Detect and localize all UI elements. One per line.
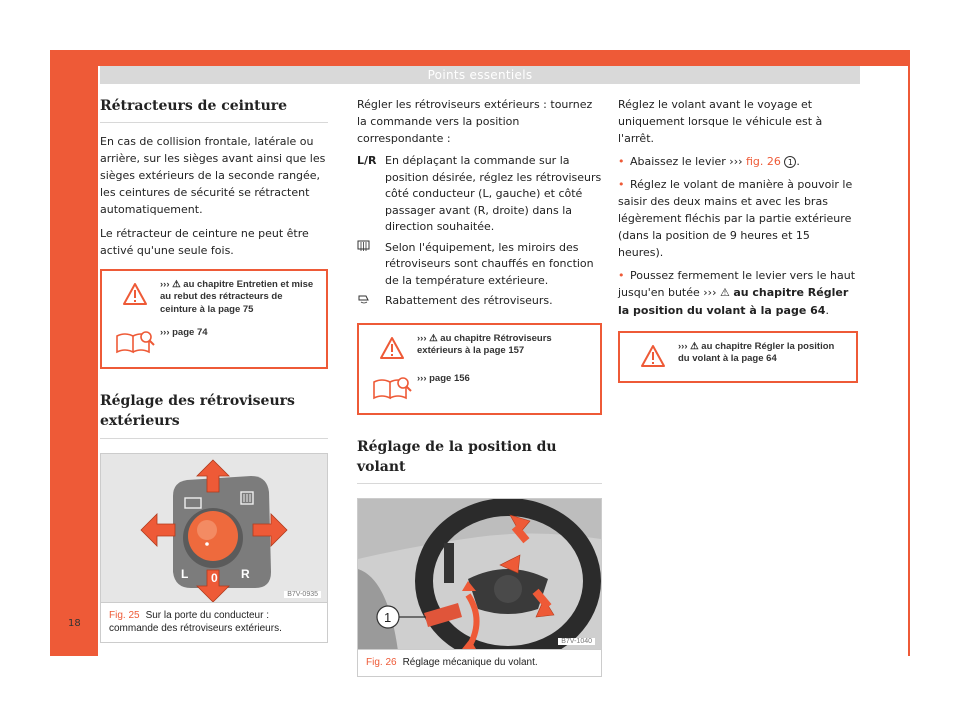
definition-text: Selon l'équipement, les miroirs des rétroviseurs sont chauffés en fonction de la température extérieure.	[385, 240, 594, 287]
figure-number[interactable]: Fig. 25	[109, 609, 140, 621]
caption-text: Réglage mécanique du volant.	[402, 657, 538, 669]
section-title-steering: Réglage de la position du volant	[357, 437, 602, 485]
definition-key: L/R	[357, 154, 377, 168]
book-magnifier-icon	[367, 373, 417, 403]
bullet-dot: •	[618, 269, 625, 283]
definition-text: En déplaçant la commande sur la position désirée, réglez les rétroviseurs côté conducteur (L, gauche) et côté passager avant (R, droite) dans la direction souhaitée.	[385, 154, 602, 234]
column-2	[357, 96, 602, 677]
section-title-mirrors: Réglage des rétroviseurs extérieurs	[100, 391, 328, 439]
figure-mirror-control	[100, 453, 328, 603]
knob-label-right: R	[241, 566, 250, 581]
callout-number: 1	[384, 610, 392, 626]
figure-code: B7V-0935	[284, 591, 321, 598]
knob-label-left: L	[181, 566, 189, 581]
column-3	[618, 96, 858, 405]
definition-row	[357, 240, 602, 290]
note-row-warning	[110, 279, 318, 317]
note-row-book	[110, 327, 318, 357]
header-bar	[100, 66, 860, 84]
figure-number[interactable]: Fig. 26	[366, 657, 397, 669]
definition-row	[357, 293, 602, 311]
figure-caption	[357, 650, 602, 677]
knob-label-center: 0	[211, 570, 218, 585]
figure-steering-wheel	[357, 498, 602, 650]
note-box	[618, 331, 858, 383]
definition-row	[357, 153, 602, 236]
warning-reference[interactable]: ››› ⚠ au chapitre Régler la position du volant à la page 64	[678, 340, 835, 365]
figure-caption	[100, 603, 328, 643]
paragraph: En cas de collision frontale, latérale ou arrière, sur les sièges avant ainsi que les sièges extérieurs de la seconde rangée, les ceintures de sécurité se rétractent automatiquement.	[100, 135, 326, 217]
note-row-warning	[628, 341, 848, 371]
warning-icon	[628, 341, 678, 371]
note-row-book	[367, 373, 592, 403]
figure-link[interactable]: fig. 26	[746, 155, 781, 169]
warning-icon	[110, 279, 160, 309]
bullet-dot: •	[618, 178, 625, 192]
figure-code: B7V-1040	[558, 638, 595, 645]
header-title: Points essentiels	[427, 68, 533, 82]
bullet-text: Réglez le volant de manière à pouvoir le saisir des deux mains et avec les bras légèrement fléchis par la partie extérieure (dans la position de 9 heures et 15 heures).	[618, 178, 853, 260]
steering-wheel-illustration	[358, 499, 601, 650]
page-number: 18	[68, 618, 81, 629]
note-row-warning	[367, 333, 592, 363]
callout-badge: 1	[784, 156, 796, 168]
warning-reference[interactable]: ››› ⚠ au chapitre Entretien et mise au rebut des rétracteurs de ceinture à la page 75	[160, 278, 314, 316]
book-reference[interactable]: ››› page 74	[160, 327, 208, 339]
warning-reference[interactable]: ››› ⚠ au chapitre Rétroviseurs extérieurs à la page 157	[417, 332, 552, 357]
bullet-dot: •	[618, 155, 625, 169]
note-box	[357, 323, 602, 415]
book-reference[interactable]: ››› page 156	[417, 372, 470, 384]
paragraph: Le rétracteur de ceinture ne peut être activé qu'une seule fois.	[100, 226, 309, 257]
bullet-text: Poussez fermement le levier vers le haut jusqu'en butée ››› ⚠	[618, 269, 856, 300]
column-1	[100, 96, 328, 643]
definition-text: Rabattement des rétroviseurs.	[385, 294, 553, 308]
caption-text: Sur la porte du conducteur : commande des rétroviseurs extérieurs.	[109, 609, 282, 635]
bullet-item	[618, 176, 858, 261]
bullet-text: Abaissez le levier ›››	[630, 155, 743, 169]
paragraph: Réglez le volant avant le voyage et uniquement lorsque le véhicule est à l'arrêt.	[618, 98, 823, 146]
paragraph: Régler les rétroviseurs extérieurs : tournez la commande vers la position correspondante :	[357, 98, 593, 146]
fold-mirror-icon	[357, 293, 385, 311]
book-magnifier-icon	[110, 327, 160, 357]
warning-icon	[367, 333, 417, 363]
note-box	[100, 269, 328, 369]
bullet-item: • Abaissez le levier ››› fig. 26 1 .	[618, 155, 800, 169]
chapter-link[interactable]: au chapitre Régler la position du volant à la page 64	[618, 286, 849, 317]
section-title-seatbelt: Rétracteurs de ceinture	[100, 96, 328, 123]
heated-mirror-icon	[357, 240, 385, 290]
bullet-item: • Poussez fermement le levier vers le haut jusqu'en butée ››› ⚠ au chapitre Régler la position du volant à la page 64.	[618, 269, 856, 317]
mirror-control-illustration	[101, 454, 328, 603]
